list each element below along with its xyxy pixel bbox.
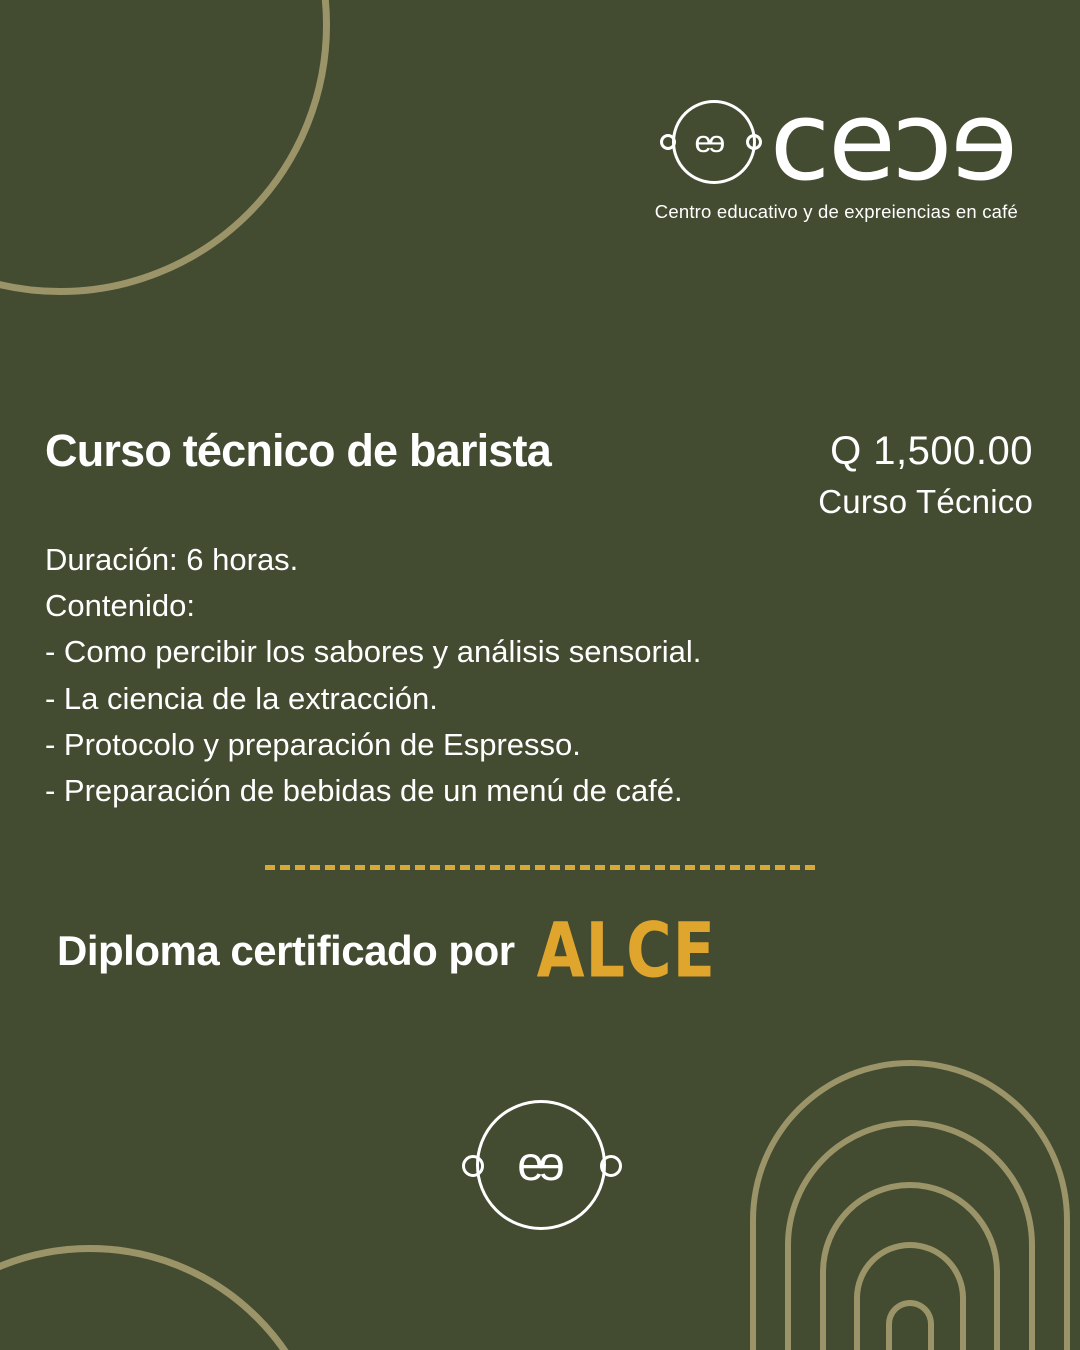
alce-logo: ALCE: [536, 905, 716, 995]
course-content-item: - Protocolo y preparación de Espresso.: [45, 726, 581, 762]
monogram-letter-right: e: [541, 1138, 565, 1191]
monogram-letter-left: e: [517, 1138, 541, 1191]
dashed-divider: [265, 865, 815, 870]
decorative-arc-top-left: [0, 0, 330, 295]
ceec-monogram-icon: [664, 96, 756, 188]
course-info: [45, 425, 1035, 814]
course-price: Q 1,500.00: [830, 429, 1033, 473]
course-duration: Duración: 6 horas.: [45, 542, 299, 577]
logo-row: [458, 77, 1018, 205]
diploma-row: [57, 905, 716, 995]
course-content-item: - Como percibir los sabores y análisis sensorial.: [45, 634, 702, 670]
wordmark-left: ce: [769, 77, 894, 205]
brand-wordmark: [769, 77, 1018, 205]
course-details: [45, 537, 1035, 814]
decorative-arc-bottom-left: [0, 1245, 330, 1350]
decorative-arch-rings: [740, 1020, 1080, 1350]
monogram-letter-left: e: [694, 123, 710, 159]
brand-tagline: Centro educativo y de expreiencias en café: [654, 200, 1018, 222]
brand-header: [458, 77, 1018, 223]
course-content-item: - La ciencia de la extracción.: [45, 680, 438, 716]
title-row: [45, 425, 1035, 521]
price-block: [818, 425, 1035, 521]
course-type-label: Curso Técnico: [818, 483, 1033, 520]
course-title: Curso técnico de barista: [45, 425, 551, 476]
diploma-label: Diploma certificado por: [57, 927, 515, 974]
course-content-label: Contenido:: [45, 588, 195, 624]
monogram-letter-right: e: [709, 123, 725, 159]
course-content-item: - Preparación de bebidas de un menú de café.: [45, 772, 683, 808]
ceec-monogram-icon-bottom: [462, 1100, 622, 1235]
wordmark-right: ec: [893, 77, 1018, 205]
